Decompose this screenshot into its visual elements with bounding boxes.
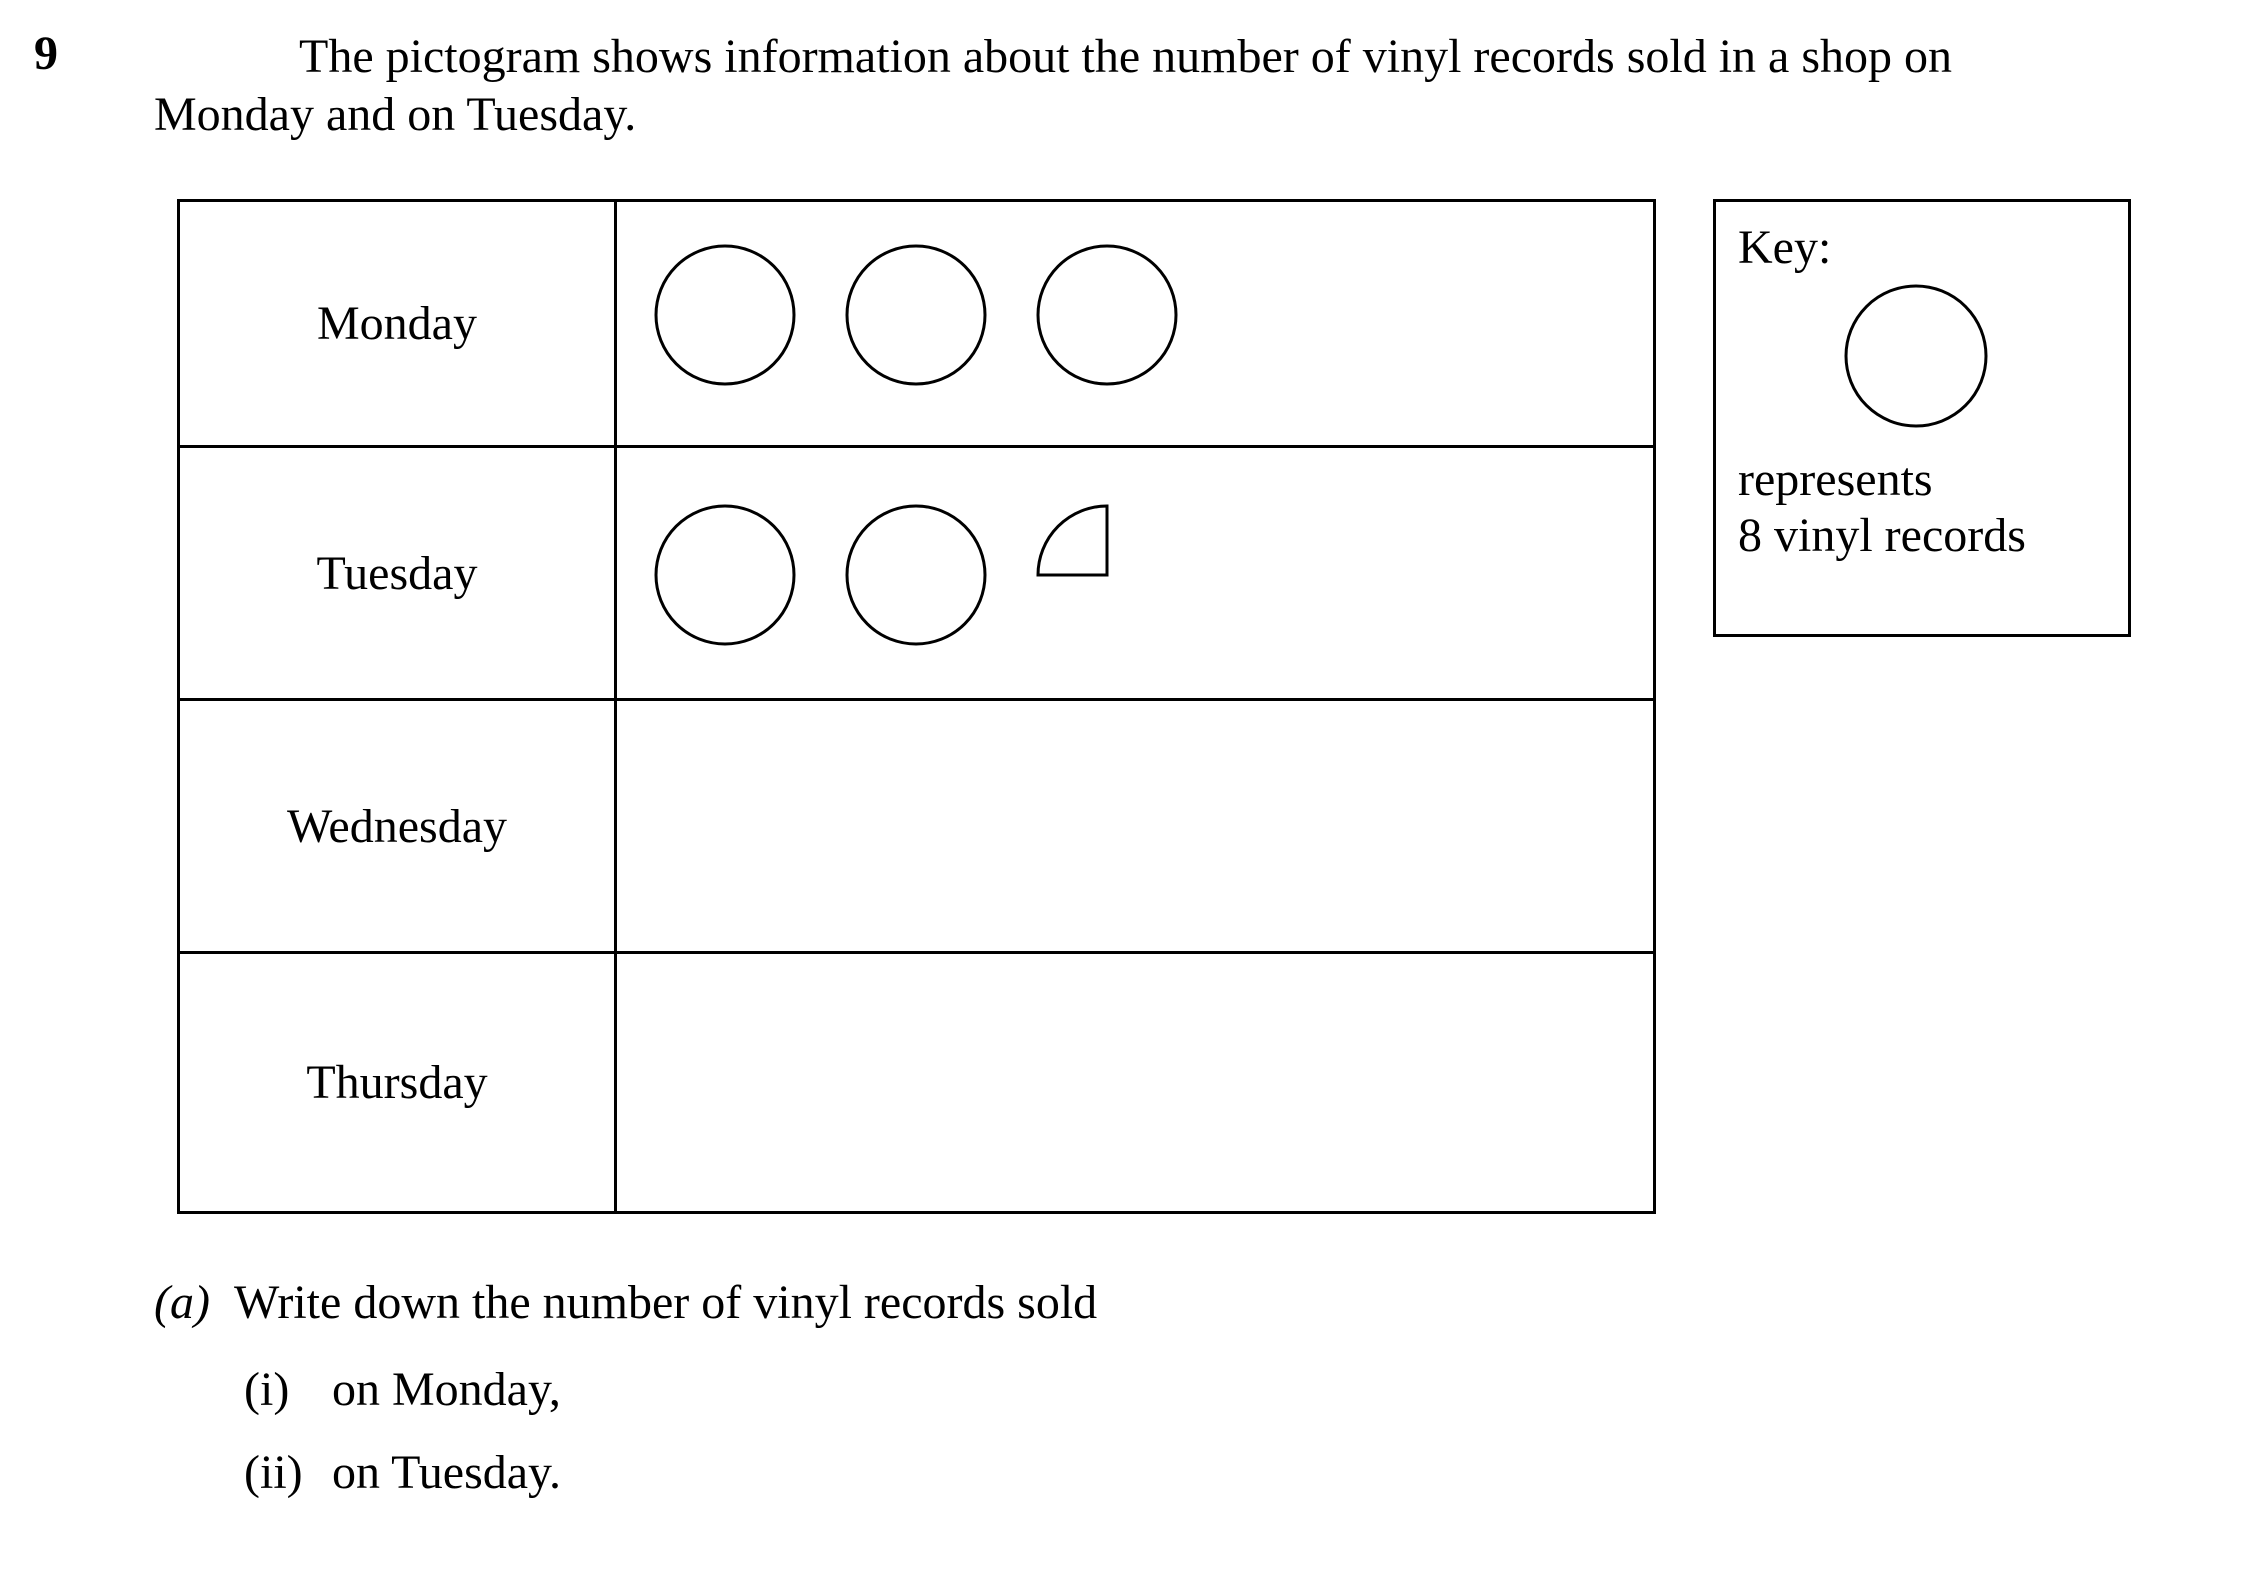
symbols-monday (617, 202, 1657, 445)
symbol-cell (617, 954, 1653, 1211)
symbols-tuesday (617, 448, 1657, 698)
partial-record-icon (1038, 506, 1107, 575)
pictogram-table (177, 199, 1656, 1214)
day-label: Tuesday (180, 448, 617, 698)
pictogram-row-monday (180, 202, 1653, 445)
subpart-text: on Monday, (332, 1363, 561, 1416)
symbol-cell (617, 701, 1653, 951)
pictogram-row-tuesday (180, 445, 1653, 698)
subpart-i (244, 1362, 561, 1418)
subpart-number: (ii) (244, 1446, 303, 1499)
pictogram-row-wednesday (180, 698, 1653, 951)
part-a-text: Write down the number of vinyl records sold (233, 1276, 1098, 1329)
day-label: Thursday (180, 954, 617, 1211)
pictogram-row-thursday (180, 951, 1653, 1211)
part-a-label: (a) (154, 1276, 210, 1329)
subpart-number: (i) (244, 1363, 290, 1416)
symbols-thursday (617, 954, 1657, 1211)
record-circle-icon (656, 246, 794, 384)
question-intro: The pictogram shows information about the number of vinyl records sold in a shop on Monday and on Tuesday. (154, 30, 1953, 141)
symbol-cell (617, 448, 1653, 698)
question-number: 9 (34, 27, 58, 80)
record-circle-icon (1038, 246, 1176, 384)
subpart-ii (244, 1445, 561, 1501)
symbols-wednesday (617, 701, 1657, 951)
part-a (154, 1275, 1097, 1331)
key-title: Key: (1738, 221, 1832, 274)
pictogram-key (1713, 199, 2131, 637)
record-circle-icon (847, 246, 985, 384)
symbol-cell (617, 202, 1653, 445)
record-circle-icon (656, 506, 794, 644)
day-label: Wednesday (180, 701, 617, 951)
subpart-text: on Tuesday. (332, 1446, 561, 1499)
key-circle-icon (1836, 277, 1996, 437)
key-value: 8 vinyl records (1738, 509, 2026, 562)
day-label: Monday (180, 202, 617, 445)
record-circle-icon (847, 506, 985, 644)
key-represents: represents (1738, 453, 1933, 506)
